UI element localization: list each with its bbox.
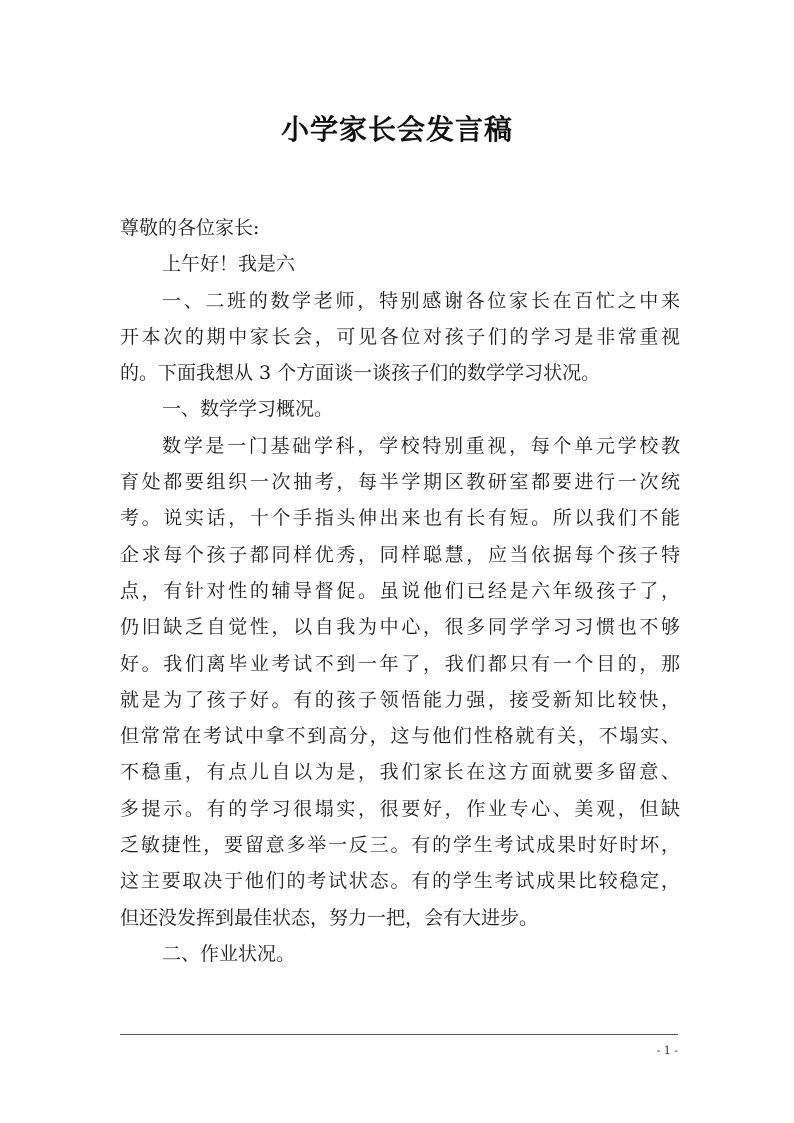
paragraph-line: 育处都要组织一次抽考，每半学期区教研室都要进行一次统 (120, 471, 680, 494)
paragraph-line: 开本次的期中家长会，可见各位对孩子们的学习是非常重视 (120, 325, 680, 348)
salutation-line: 尊敬的各位家长: (120, 217, 260, 239)
section-heading: 二、作业状况。 (162, 942, 296, 965)
page-number: - 1 - (656, 1044, 678, 1057)
paragraph-line: 考。说实话，十个手指头伸出来也有长有短。所以我们不能 (120, 507, 680, 530)
paragraph-line: 多提示。有的学习很塌实，很要好，作业专心、美观，但缺 (120, 797, 680, 820)
paragraph-line: 但还没发挥到最佳状态，努力一把，会有大进步。 (120, 906, 539, 929)
section-heading: 一、数学学习概况。 (162, 398, 334, 421)
paragraph-line: 不稳重，有点儿自以为是，我们家长在这方面就要多留意、 (120, 761, 680, 784)
paragraph-line: 好。我们离毕业考试不到一年了，我们都只有一个目的，那 (120, 652, 680, 675)
paragraph-line: 点，有针对性的辅导督促。虽说他们已经是六年级孩子了， (120, 579, 680, 602)
paragraph-line: 这主要取决于他们的考试状态。有的学生考试成果比较稳定， (120, 870, 680, 893)
document-title: 小学家长会发言稿 (280, 113, 513, 146)
paragraph-line: 企求每个孩子都同样优秀，同样聪慧，应当依据每个孩子特 (120, 543, 680, 566)
paragraph-line: 一、二班的数学老师，特别感谢各位家长在百忙之中来 (162, 289, 680, 312)
paragraph-line: 上午好！我是六 (162, 253, 296, 276)
paragraph-line: 的。下面我想从 3 个方面谈一谈孩子们的数学学习状况。 (120, 362, 601, 385)
document-body (120, 210, 680, 972)
paragraph-line: 但常常在考试中拿不到高分，这与他们性格就有关，不塌实、 (120, 725, 680, 748)
paragraph-line: 数学是一门基础学科，学校特别重视，每个单元学校教 (162, 434, 680, 457)
paragraph-line: 仍旧缺乏自觉性，以自我为中心，很多同学学习习惯也不够 (120, 616, 680, 639)
footer-divider (120, 1034, 678, 1035)
paragraph-line: 乏敏捷性，要留意多举一反三。有的学生考试成果时好时坏， (120, 834, 680, 857)
paragraph-line: 就是为了孩子好。有的孩子领悟能力强，接受新知比较快， (120, 688, 680, 711)
